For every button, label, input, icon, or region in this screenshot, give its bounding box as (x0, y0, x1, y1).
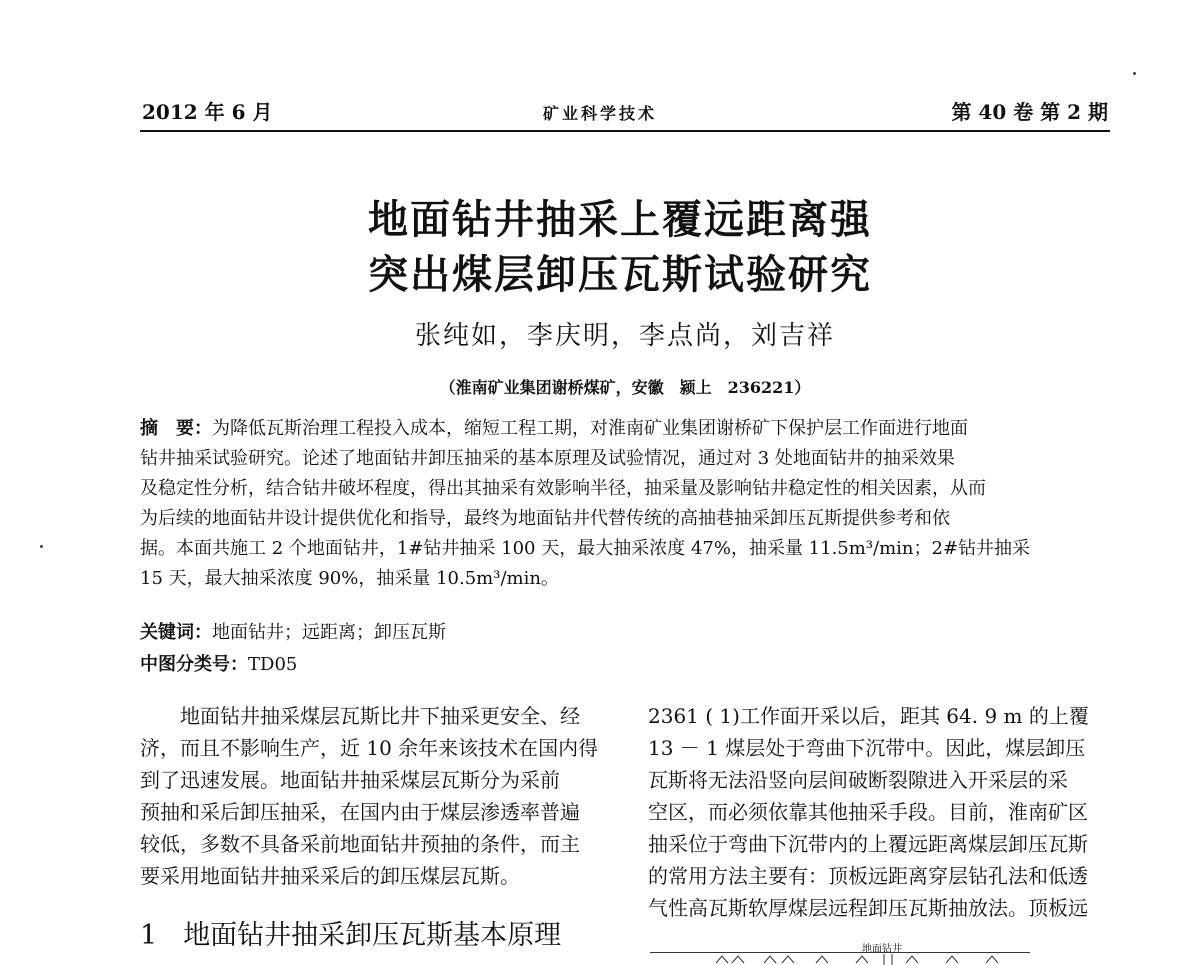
volume-issue: 第 40 卷 第 2 期 (951, 100, 1108, 124)
abstract-text: 为降低瓦斯治理工程投入成本，缩短工程工期，对淮南矿业集团谢桥矿下保护层工作面进行地面 (212, 418, 968, 439)
abstract-label: 摘 要： (140, 418, 212, 439)
body-line: 地面钻井抽采煤层瓦斯比井下抽采更安全、经 (140, 704, 580, 728)
journal-name: 矿业科学技术 (542, 104, 657, 123)
scan-speck (1133, 72, 1136, 75)
abstract-line: 及稳定性分析，结合钻井破坏程度，得出其抽采有效影响半径，抽采量及影响钻井稳定性的相关因素，从而 (140, 478, 986, 499)
paper-title-line-1: 地面钻井抽采上覆远距离强 (368, 196, 872, 243)
header-rule (140, 130, 1110, 132)
abstract-line: 为后续的地面钻井设计提供优化和指导，最终为地面钻井代替传统的高抽巷抽采卸压瓦斯提供参考和依 (140, 508, 950, 529)
abstract (140, 414, 1115, 594)
section-title: 地面钻井抽采卸压瓦斯基本原理 (183, 920, 562, 951)
abstract-line: 15 天，最大抽采浓度 90%，抽采量 10.5m³/min。 (140, 568, 559, 589)
body-line: 气性高瓦斯软厚煤层远程卸压瓦斯抽放法。顶板远 (648, 896, 1088, 920)
keywords-label: 关键词： (140, 622, 212, 643)
paper-title-line-2: 突出煤层卸压瓦斯试验研究 (368, 251, 872, 298)
classification-number (140, 650, 297, 676)
abstract-line: 钻井抽采试验研究。论述了地面钻井卸压抽采的基本原理及试验情况，通过对 3 处地面钻井的抽采效果 (140, 448, 955, 469)
body-line: 空区，而必须依靠其他抽采手段。目前，淮南矿区 (648, 800, 1088, 824)
figure-ground-line (650, 952, 1030, 953)
body-line: 13 － 1 煤层处于弯曲下沉带中。因此，煤层卸压 (648, 736, 1086, 760)
scan-speck (40, 545, 43, 548)
body-line: 的常用方法主要有：顶板远距离穿层钻孔法和低透 (648, 864, 1088, 888)
clc-value: TD05 (248, 654, 298, 675)
body-line: 到了迅速发展。地面钻井抽采煤层瓦斯分为采前 (140, 768, 560, 792)
body-column-right (648, 700, 1113, 924)
keywords-value: 地面钻井；远距离；卸压瓦斯 (212, 622, 446, 643)
abstract-line (140, 414, 1115, 444)
body-line: 2361 ( 1)工作面开采以后，距其 64. 9 m 的上覆 (648, 704, 1089, 728)
figure-strata-sketch (706, 954, 1036, 965)
body-line: 瓦斯将无法沿竖向层间破断裂隙进入开采层的采 (648, 768, 1068, 792)
issue-date: 2012 年 6 月 (142, 100, 273, 124)
abstract-line: 据。本面共施工 2 个地面钻井，1#钻井抽采 100 天，最大抽采浓度 47%，抽采量 11.5m³/min；2#钻井抽采 (140, 538, 1031, 559)
body-line: 要采用地面钻井抽采采后的卸压煤层瓦斯。 (140, 864, 520, 888)
author-list: 张纯如，李庆明，李点尚，刘吉祥 (414, 321, 835, 351)
body-column-left (140, 700, 605, 892)
clc-label: 中图分类号： (140, 654, 248, 675)
body-line: 预抽和采后卸压抽采，在国内由于煤层渗透率普遍 (140, 800, 580, 824)
figure-label: 地面钻井 (862, 944, 902, 955)
affiliation: （淮南矿业集团谢桥煤矿，安徽 颍上 236221） (439, 378, 811, 397)
body-line: 较低，多数不具备采前地面钻井预抽的条件，而主 (140, 832, 580, 856)
section-heading (140, 913, 561, 952)
keywords (140, 618, 446, 644)
body-line: 抽采位于弯曲下沉带内的上覆远距离煤层卸压瓦斯 (648, 832, 1088, 856)
body-line: 济，而且不影响生产，近 10 余年来该技术在国内得 (140, 736, 599, 760)
section-number: 1 (140, 920, 158, 951)
